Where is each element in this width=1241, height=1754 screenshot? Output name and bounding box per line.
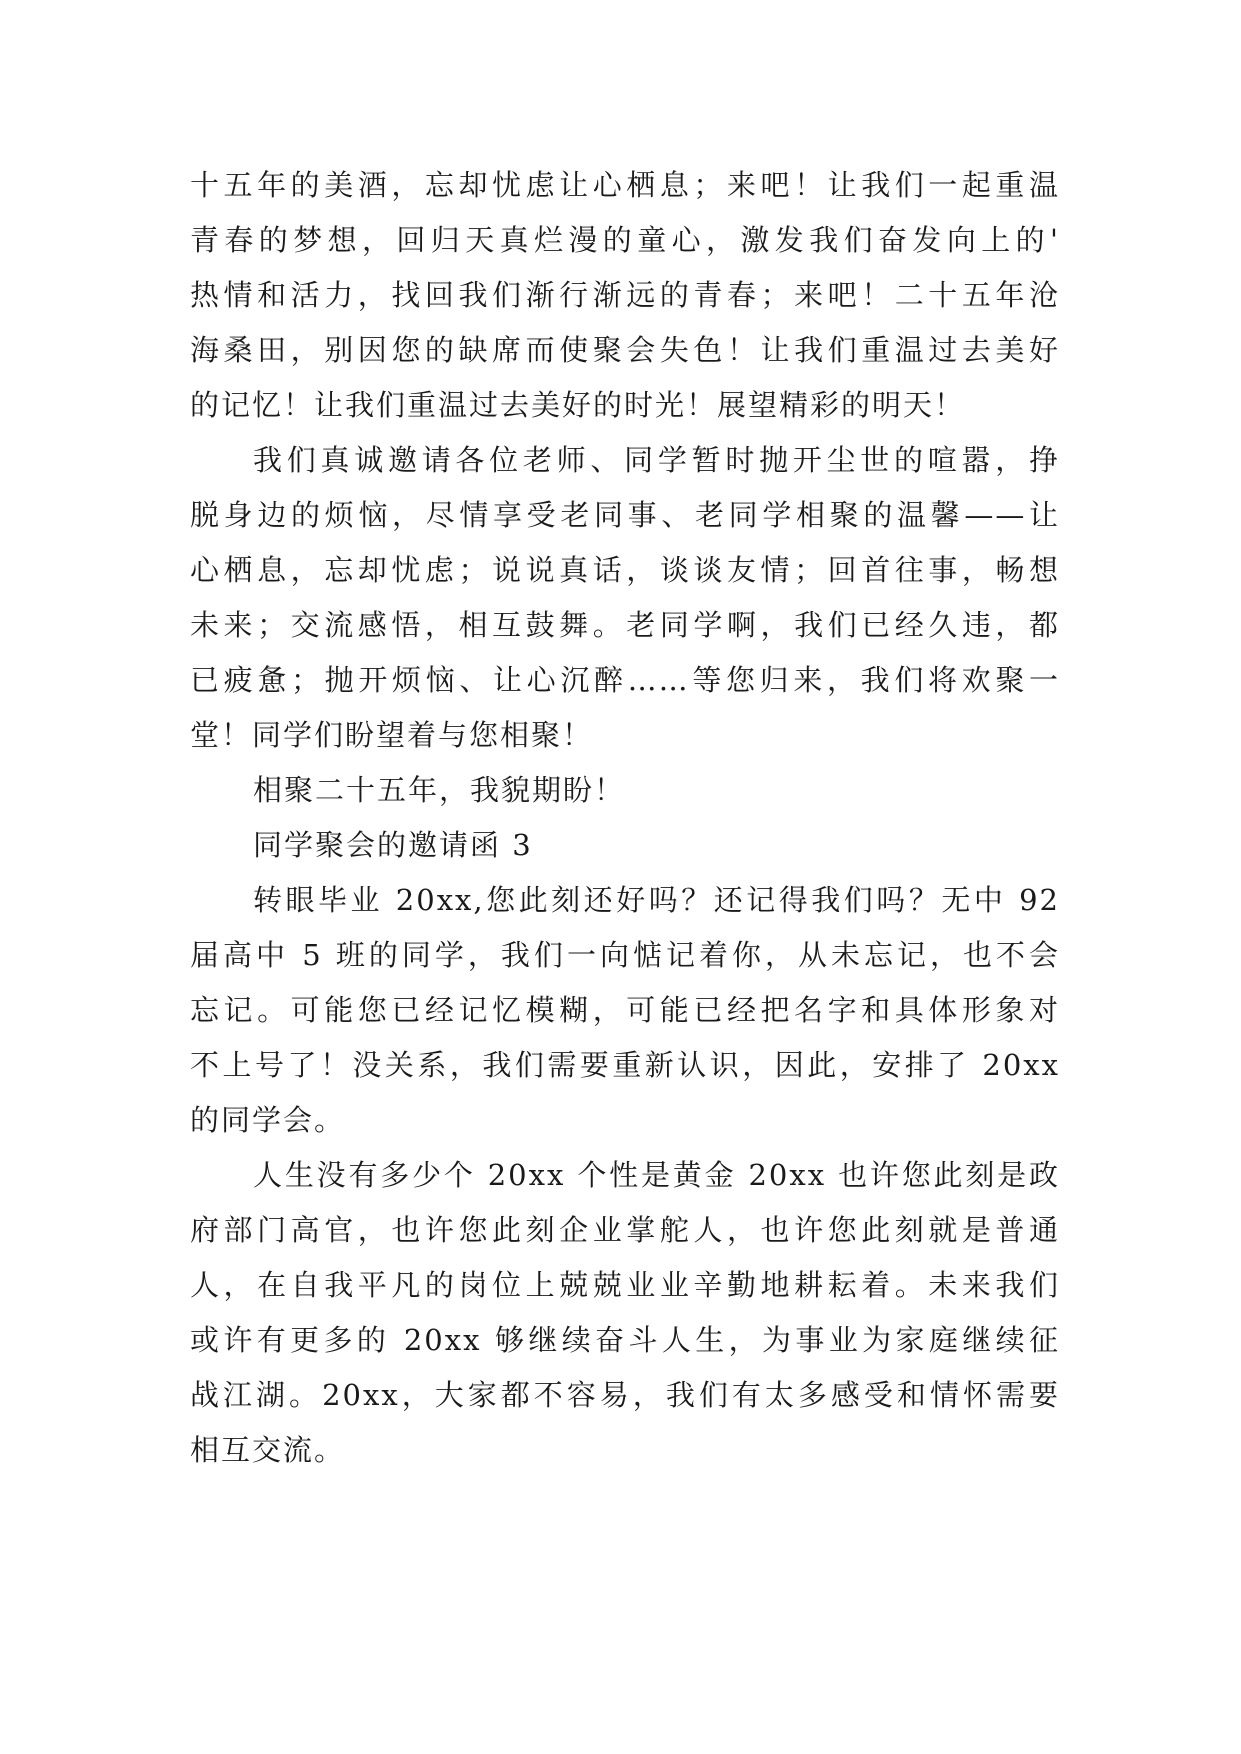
text-line: 的同学会。	[190, 1103, 346, 1137]
paragraph	[190, 433, 1060, 763]
text-line: 不上号了！没关系，我们需要重新认识，因此，安排了 20xx	[190, 1048, 1060, 1082]
paragraph	[190, 158, 1060, 433]
paragraph	[190, 763, 1060, 818]
text-line: 人生没有多少个 20xx 个性是黄金 20xx 也许您此刻是政	[253, 1158, 1060, 1192]
heading-text: 同学聚会的邀请函 3	[253, 828, 533, 862]
text-line: 相互交流。	[190, 1433, 346, 1467]
paragraph	[190, 1148, 1060, 1478]
paragraph	[190, 873, 1060, 1148]
text-line: 未来；交流感悟，相互鼓舞。老同学啊，我们已经久违，都	[190, 608, 1060, 642]
text-line: 心栖息，忘却忧虑；说说真话，谈谈友情；回首往事，畅想	[190, 553, 1060, 587]
text-line: 我们真诚邀请各位老师、同学暂时抛开尘世的喧嚣，挣	[253, 443, 1060, 477]
document-body	[190, 158, 1060, 1478]
text-line: 或许有更多的 20xx 够继续奋斗人生，为事业为家庭继续征	[190, 1323, 1060, 1357]
text-line: 十五年的美酒，忘却忧虑让心栖息；来吧！让我们一起重温	[190, 168, 1060, 202]
text-line: 相聚二十五年，我貌期盼！	[253, 773, 626, 807]
text-line: 脱身边的烦恼，尽情享受老同事、老同学相聚的温馨——让	[190, 498, 1060, 532]
text-line: 热情和活力，找回我们渐行渐远的青春；来吧！二十五年沧	[190, 278, 1060, 312]
text-line: 已疲惫；抛开烦恼、让心沉醉……等您归来，我们将欢聚一	[190, 663, 1060, 697]
text-line: 忘记。可能您已经记忆模糊，可能已经把名字和具体形象对	[190, 993, 1060, 1027]
text-line: 届高中 5 班的同学，我们一向惦记着你，从未忘记，也不会	[190, 938, 1060, 972]
text-line: 战江湖。20xx，大家都不容易，我们有太多感受和情怀需要	[190, 1378, 1060, 1412]
text-line: 府部门高官，也许您此刻企业掌舵人，也许您此刻就是普通	[190, 1213, 1060, 1247]
text-line: 青春的梦想，回归天真烂漫的童心，激发我们奋发向上的'	[190, 223, 1060, 257]
text-line: 海桑田，别因您的缺席而使聚会失色！让我们重温过去美好	[190, 333, 1060, 367]
text-line: 堂！同学们盼望着与您相聚！	[190, 718, 594, 752]
text-line: 转眼毕业 20xx,您此刻还好吗？还记得我们吗？无中 92	[253, 883, 1060, 917]
text-line: 的记忆！让我们重温过去美好的时光！展望精彩的明天！	[190, 388, 966, 422]
section-heading	[190, 818, 1060, 873]
text-line: 人，在自我平凡的岗位上兢兢业业辛勤地耕耘着。未来我们	[190, 1268, 1060, 1302]
